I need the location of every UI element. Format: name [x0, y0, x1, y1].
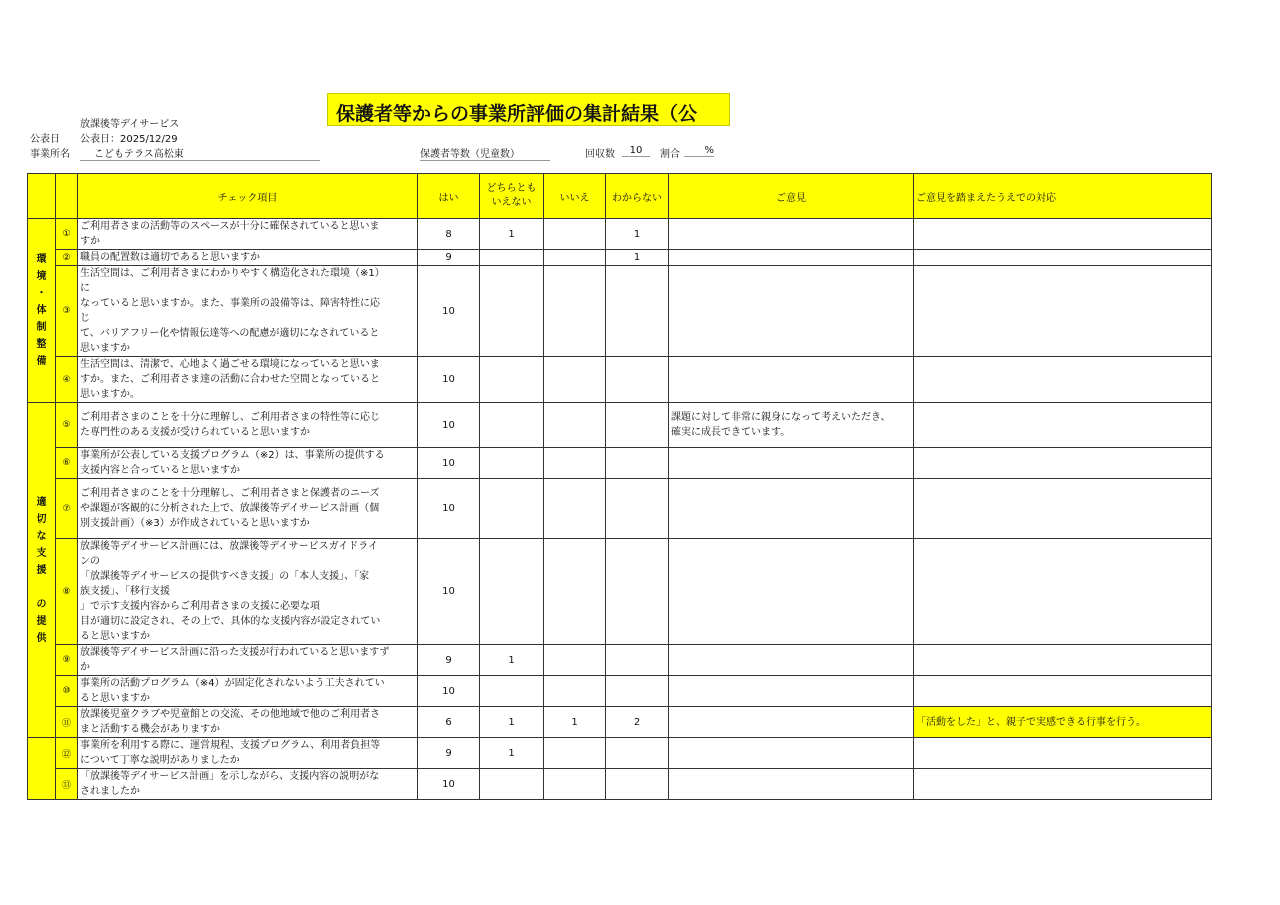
count-unknown — [606, 676, 669, 707]
count-yes: 10 — [418, 539, 480, 645]
count-yes: 10 — [418, 769, 480, 800]
count-no — [544, 539, 606, 645]
count-yes: 8 — [418, 219, 480, 250]
table-row — [28, 266, 1212, 357]
publish-date: 公表日：2025/12/29 — [80, 134, 178, 145]
header-yes: はい — [418, 174, 480, 219]
count-unknown — [606, 539, 669, 645]
count-yes: 9 — [418, 250, 480, 266]
count-neither — [480, 676, 544, 707]
response-cell — [914, 676, 1212, 707]
check-item-text: 生活空間は、清潔で、心地よく過ごせる環境になっていると思いま すか。また、ご利用者さま達の活動に合わせた空間となっていると 思いますか。 — [78, 357, 418, 403]
table-row — [28, 707, 1212, 738]
count-unknown: 1 — [606, 219, 669, 250]
count-neither — [480, 769, 544, 800]
count-no — [544, 479, 606, 539]
check-item-text: ご利用者さまのことを十分理解し、ご利用者さまと保護者のニーズ や課題が客観的に分析された上で、放課後等デイサービス計画（個 別支援計画）（※3）が作成されていると思いますか — [78, 479, 418, 539]
collected-label: 回収数 — [585, 149, 615, 160]
header-comment: ご意見 — [669, 174, 914, 219]
item-number: ⑨ — [56, 645, 78, 676]
count-no — [544, 357, 606, 403]
response-cell — [914, 479, 1212, 539]
item-number: ⑦ — [56, 479, 78, 539]
count-unknown — [606, 448, 669, 479]
publish-label: 公表日 — [30, 134, 60, 145]
item-number: ③ — [56, 266, 78, 357]
item-number: ⑤ — [56, 403, 78, 448]
count-neither: 1 — [480, 707, 544, 738]
service-type: 放課後等デイサービス — [80, 119, 180, 130]
item-number: ⑥ — [56, 448, 78, 479]
count-yes: 10 — [418, 448, 480, 479]
table-row — [28, 357, 1212, 403]
count-no — [544, 738, 606, 769]
count-neither: 1 — [480, 738, 544, 769]
response-cell: 「活動をした」と、親子で実感できる行事を行う。 — [914, 707, 1212, 738]
count-neither — [480, 403, 544, 448]
count-yes: 10 — [418, 357, 480, 403]
response-cell — [914, 448, 1212, 479]
response-cell — [914, 266, 1212, 357]
count-yes: 9 — [418, 645, 480, 676]
ratio-label: 割合 — [660, 149, 680, 160]
check-item-text: 「放課後等デイサービス計画」を示しながら、支援内容の説明がな されましたか — [78, 769, 418, 800]
count-yes: 10 — [418, 403, 480, 448]
header-neither: どちらとも いえない — [480, 174, 544, 219]
item-number: ⑩ — [56, 676, 78, 707]
check-item-text: ご利用者さまの活動等のスペースが十分に確保されていると思いま すか — [78, 219, 418, 250]
count-no — [544, 403, 606, 448]
header-response: ご意見を踏まえたうえでの対応 — [914, 174, 1212, 219]
count-no — [544, 219, 606, 250]
count-neither — [480, 448, 544, 479]
count-unknown — [606, 403, 669, 448]
check-item-text: 事業所の活動プログラム（※4）が固定化されないよう工夫されてい ると思いますか — [78, 676, 418, 707]
count-yes: 9 — [418, 738, 480, 769]
count-neither — [480, 266, 544, 357]
check-item-text: 職員の配置数は適切であると思いますか — [78, 250, 418, 266]
item-number: ⑪ — [56, 707, 78, 738]
report-title: 保護者等からの事業所評価の集計結果（公 — [336, 103, 698, 125]
response-cell — [914, 219, 1212, 250]
item-number: ⑧ — [56, 539, 78, 645]
check-item-text: 放課後等デイサービス計画に沿った支援が行われていると思いますず か — [78, 645, 418, 676]
response-cell — [914, 357, 1212, 403]
table-row — [28, 448, 1212, 479]
header-unknown: わからない — [606, 174, 669, 219]
header-category — [28, 174, 56, 219]
count-no — [544, 448, 606, 479]
table-row — [28, 539, 1212, 645]
count-unknown — [606, 479, 669, 539]
comment-cell — [669, 539, 914, 645]
response-cell — [914, 403, 1212, 448]
count-neither — [480, 539, 544, 645]
item-number: ⑫ — [56, 738, 78, 769]
guardians-label: 保護者等数（児童数） — [420, 145, 550, 161]
count-no — [544, 250, 606, 266]
check-item-text: ご利用者さまのことを十分に理解し、ご利用者さまの特性等に応じ た専門性のある支援が受けられていると思いますか — [78, 403, 418, 448]
table-row — [28, 219, 1212, 250]
check-item-text: 放課後児童クラブや児童館との交流、その他地域で他のご利用者さ まと活動する機会がありますか — [78, 707, 418, 738]
response-cell — [914, 645, 1212, 676]
comment-cell — [669, 357, 914, 403]
item-number: ① — [56, 219, 78, 250]
check-item-text: 放課後等デイサービス計画には、放課後等デイサービスガイドライ ンの 「放課後等デイサービスの提供すべき支援」の「本人支援」、「家 族支援」、「移行支援 」で示す支援内容からご利用者さまの支援に必要な項 目が適切に設定され、その上で、具体的な支援内容が設定されてい ると思いますか — [78, 539, 418, 645]
office-name: こどもテラス高松東 — [80, 145, 320, 161]
count-unknown — [606, 769, 669, 800]
count-yes: 10 — [418, 479, 480, 539]
count-neither — [480, 479, 544, 539]
table-row — [28, 250, 1212, 266]
response-cell — [914, 738, 1212, 769]
comment-cell — [669, 738, 914, 769]
report-title-box — [327, 93, 730, 126]
count-yes: 6 — [418, 707, 480, 738]
comment-cell — [669, 479, 914, 539]
count-unknown — [606, 357, 669, 403]
response-cell — [914, 250, 1212, 266]
comment-cell — [669, 707, 914, 738]
count-no — [544, 676, 606, 707]
count-yes: 10 — [418, 676, 480, 707]
count-no — [544, 266, 606, 357]
comment-cell — [669, 250, 914, 266]
count-unknown: 1 — [606, 250, 669, 266]
count-no: 1 — [544, 707, 606, 738]
item-number: ⑬ — [56, 769, 78, 800]
table-row — [28, 403, 1212, 448]
header-number — [56, 174, 78, 219]
count-neither: 1 — [480, 219, 544, 250]
count-yes: 10 — [418, 266, 480, 357]
check-item-text: 事業所が公表している支援プログラム（※2）は、事業所の提供する 支援内容と合っていると思いますか — [78, 448, 418, 479]
count-neither: 1 — [480, 645, 544, 676]
table-row — [28, 738, 1212, 769]
comment-cell — [669, 645, 914, 676]
category-cell: 適 切 な 支 援 の 提 供 — [28, 403, 56, 738]
response-cell — [914, 539, 1212, 645]
comment-cell — [669, 266, 914, 357]
header-check-item: チェック項目 — [78, 174, 418, 219]
comment-cell — [669, 219, 914, 250]
table-row — [28, 769, 1212, 800]
check-item-text: 生活空間は、ご利用者さまにわかりやすく構造化された環境（※1） に なっていると思いますか。また、事業所の設備等は、障害特性に応 じ て、バリアフリー化や情報伝達等への配慮が適切になされていると 思いますか — [78, 266, 418, 357]
header-no: いいえ — [544, 174, 606, 219]
category-cell: 環 境 ・ 体 制 整 備 — [28, 219, 56, 403]
check-item-text: 事業所を利用する際に、運営規程、支援プログラム、利用者負担等 について丁寧な説明がありましたか — [78, 738, 418, 769]
count-no — [544, 769, 606, 800]
office-label: 事業所名 — [30, 149, 70, 160]
comment-cell — [669, 769, 914, 800]
comment-cell — [669, 676, 914, 707]
count-no — [544, 645, 606, 676]
table-row — [28, 645, 1212, 676]
response-cell — [914, 769, 1212, 800]
ratio-unit: % — [684, 145, 714, 157]
evaluation-table — [27, 173, 1212, 800]
item-number: ② — [56, 250, 78, 266]
count-unknown — [606, 266, 669, 357]
category-cell — [28, 738, 56, 800]
count-unknown: 2 — [606, 707, 669, 738]
count-neither — [480, 250, 544, 266]
table-row — [28, 676, 1212, 707]
count-neither — [480, 357, 544, 403]
table-row — [28, 479, 1212, 539]
collected-value: 10 — [622, 145, 650, 157]
comment-cell — [669, 448, 914, 479]
header-row — [28, 174, 1212, 219]
count-unknown — [606, 738, 669, 769]
comment-cell: 課題に対して非常に親身になって考えいただき、 確実に成長できています。 — [669, 403, 914, 448]
count-unknown — [606, 645, 669, 676]
item-number: ④ — [56, 357, 78, 403]
